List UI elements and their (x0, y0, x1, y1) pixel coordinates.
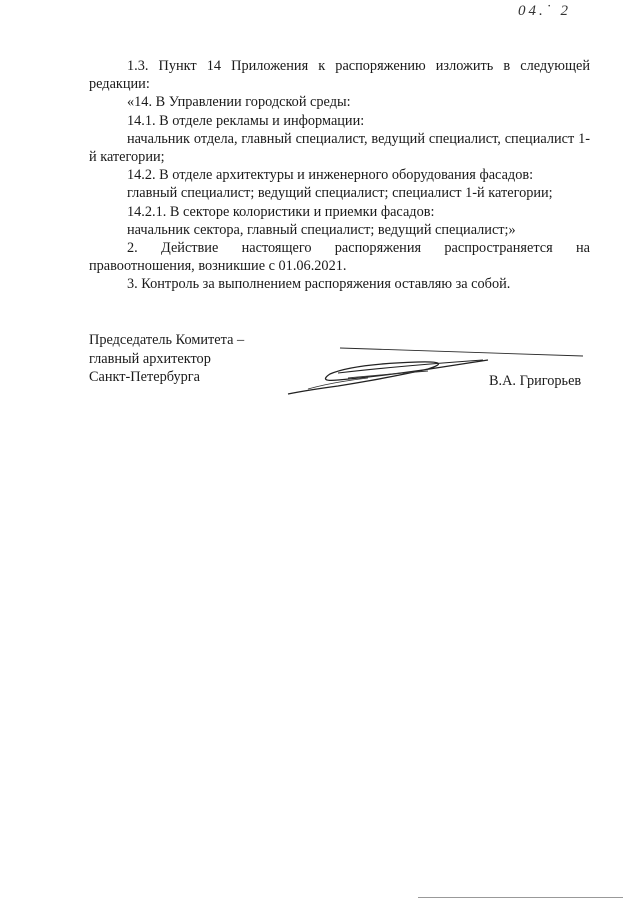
handwritten-signature (278, 342, 593, 402)
paragraph-2: 2. Действие настоящего распоряжения распространяется на правоотношения, возникшие с 01.06.2021. (89, 240, 590, 275)
paragraph-14: «14. В Управлении городской среды: (127, 94, 351, 111)
paragraph-14-2-positions: главный специалист; ведущий специалист; специалист 1-й категории; (127, 185, 553, 202)
signer-title-block (89, 331, 244, 387)
paragraph-14-1-positions: начальник отдела, главный специалист, ведущий специалист, специалист 1-й категории; (89, 130, 590, 166)
signer-title-line-1: Председатель Комитета – (89, 332, 245, 348)
paragraph-14-2-1: 14.2.1. В секторе колористики и приемки фасадов: (127, 203, 435, 220)
paragraph-1-3: 1.3. Пункт 14 Приложения к распоряжению изложить в следующей редакции: (89, 58, 590, 93)
page-number: 04.˙ 2 (518, 3, 571, 19)
signer-name: В.А. Григорьев (489, 373, 582, 389)
signer-title-line-3: Санкт-Петербурга (89, 369, 200, 386)
paragraph-3: 3. Контроль за выполнением распоряжения оставляю за собой. (127, 276, 511, 293)
paragraph-14-2: 14.2. В отделе архитектуры и инженерного оборудования фасадов: (127, 167, 534, 184)
paragraph-14-1: 14.1. В отделе рекламы и информации: (127, 112, 365, 129)
document-body (89, 57, 590, 294)
footer-rule (418, 897, 623, 898)
signer-title-line-2: главный архитектор (89, 350, 211, 367)
paragraph-14-2-1-positions: начальник сектора, главный специалист; ведущий специалист;» (127, 221, 516, 238)
